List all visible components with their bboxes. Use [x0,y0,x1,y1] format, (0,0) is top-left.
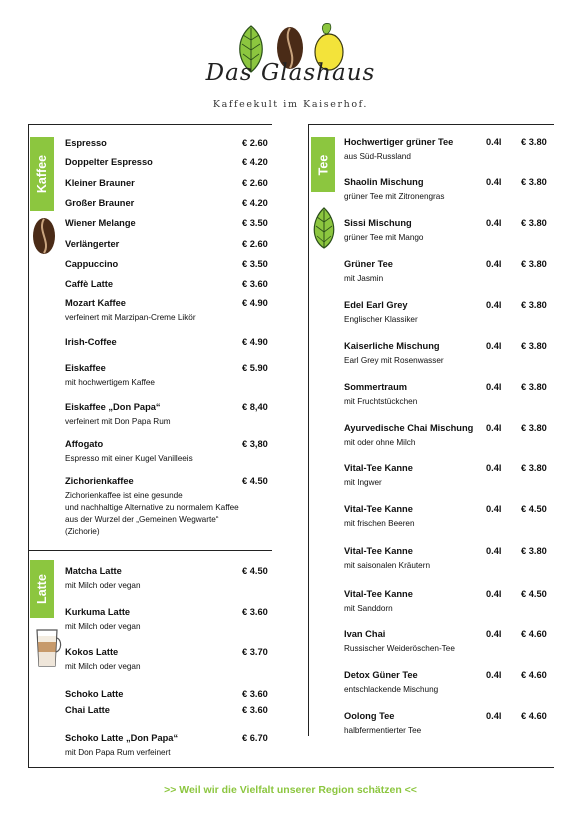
item-name: Matcha Latte [65,566,122,576]
item-price: € 3.80 [521,341,547,351]
item-volume: 0.4l [486,711,502,721]
item-price: € 3.60 [242,279,268,289]
item-volume: 0.4l [486,670,502,680]
item-price: € 3.80 [521,423,547,433]
item-name: Kokos Latte [65,647,119,657]
item-name: Grüner Tee [344,259,393,269]
footer-slogan: >> Weil wir die Vielfalt unserer Region schätzen << [164,784,417,796]
divider-top-right [308,124,554,125]
item-volume: 0.4l [486,423,502,433]
item-description: mit Don Papa Rum verfeinert [65,748,171,757]
item-description: mit Ingwer [344,478,382,487]
item-description: mit Milch oder vegan [65,622,141,631]
item-description: mit Sanddorn [344,604,393,613]
section-tab-tee [311,137,335,192]
item-name: Edel Earl Grey [344,300,408,310]
divider-left-latte [28,550,29,767]
item-name: Kurkuma Latte [65,607,131,617]
section-label-kaffee: Kaffee [35,154,49,194]
item-name: Schoko Latte „Don Papa“ [65,733,179,743]
item-volume: 0.4l [486,341,502,351]
item-price: € 2.60 [242,178,268,188]
item-name: Zichorienkaffee [65,476,134,486]
item-volume: 0.4l [486,463,502,473]
item-price: € 3.80 [521,259,547,269]
item-name: Sissi Mischung [344,218,412,228]
item-price: € 3.80 [521,300,547,310]
item-price: € 4.90 [242,298,268,308]
item-name: Mozart Kaffee [65,298,126,308]
item-name: Kleiner Brauner [65,178,135,188]
item-name: Großer Brauner [65,198,135,208]
item-price: € 8,40 [242,402,268,412]
item-description: mit oder ohne Milch [344,438,416,447]
item-name: Vital-Tee Kanne [344,589,413,599]
item-name: Eiskaffee [65,363,106,373]
item-volume: 0.4l [486,300,502,310]
item-name: Caffè Latte [65,279,114,289]
item-name: Wiener Melange [65,218,136,228]
item-price: € 4.50 [521,589,547,599]
item-name: Detox Güner Tee [344,670,418,680]
item-description: aus Süd-Russland [344,152,411,161]
item-volume: 0.4l [486,218,502,228]
item-price: € 3.80 [521,382,547,392]
item-price: € 4.60 [521,711,547,721]
item-volume: 0.4l [486,629,502,639]
item-volume: 0.4l [486,177,502,187]
item-price: € 3.80 [521,546,547,556]
item-volume: 0.4l [486,137,502,147]
section-tab-latte [30,560,54,618]
item-name: Hochwertiger grüner Tee [344,137,454,147]
divider-bottom [28,767,554,768]
item-name: Sommertraum [344,382,408,392]
item-description: entschlackende Mischung [344,685,439,694]
item-name: Doppelter Espresso [65,157,153,167]
section-label-latte: Latte [35,574,49,604]
item-price: € 3.60 [242,607,268,617]
item-description: Espresso mit einer Kugel Vanilleeis [65,454,193,463]
item-name: Ivan Chai [344,629,386,639]
item-name: Vital-Tee Kanne [344,504,413,514]
section-tab-kaffee [30,137,54,211]
item-description: Earl Grey mit Rosenwasser [344,356,444,365]
item-price: € 2.60 [242,138,268,148]
item-price: € 4.50 [242,476,268,486]
item-name: Irish-Coffee [65,337,117,347]
item-volume: 0.4l [486,382,502,392]
item-name: Vital-Tee Kanne [344,463,413,473]
item-price: € 3.50 [242,259,268,269]
item-name: Affogato [65,439,104,449]
item-price: € 3.60 [242,689,268,699]
item-volume: 0.4l [486,589,502,599]
item-description: mit Fruchtstückchen [344,397,418,406]
item-name: Verlängerter [65,239,120,249]
item-price: € 4.20 [242,157,268,167]
item-price: € 5.90 [242,363,268,373]
item-volume: 0.4l [486,546,502,556]
item-name: Ayurvedische Chai Mischung [344,423,474,433]
item-name: Schoko Latte [65,689,124,699]
item-price: € 3,80 [242,439,268,449]
item-price: € 3.80 [521,137,547,147]
item-description: mit Milch oder vegan [65,662,141,671]
item-name: Espresso [65,138,107,148]
item-price: € 4.60 [521,629,547,639]
item-description: mit saisonalen Kräutern [344,561,431,570]
item-price: € 4.50 [242,566,268,576]
item-description: grüner Tee mit Mango [344,233,424,242]
item-price: € 4.60 [521,670,547,680]
divider-kaffee-latte [28,550,272,551]
item-name: Oolong Tee [344,711,395,721]
leaf-icon [311,206,337,250]
divider-top-left [28,124,272,125]
item-description: mit Jasmin [344,274,384,283]
item-description: Russischer Weideröschen-Tee [344,644,455,653]
item-price: € 3.60 [242,705,268,715]
item-description: mit hochwertigem Kaffee [65,378,155,387]
item-name: Chai Latte [65,705,110,715]
item-volume: 0.4l [486,504,502,514]
brand-title: Das Glashaus [205,60,376,86]
item-description: grüner Tee mit Zitronengras [344,192,445,201]
item-description: verfeinert mit Marzipan-Creme Likör [65,313,196,322]
section-label-tee: Tee [316,154,330,175]
item-price: € 3.50 [242,218,268,228]
divider-left-tee [308,124,309,736]
item-description: Englischer Klassiker [344,315,418,324]
item-description: Zichorienkaffee ist eine gesunde und nachhaltige Alternative zu normalem Kaffee aus der Wurzel der „Gemeinen Wegwarte“ (Zichorie) [65,491,239,536]
brand-subtitle: Kaffeekult im Kaiserhof. [212,99,369,110]
item-description: halbfermentierter Tee [344,726,422,735]
item-price: € 3.70 [242,647,268,657]
item-name: Cappuccino [65,259,119,269]
item-description: verfeinert mit Don Papa Rum [65,417,171,426]
item-description: mit Milch oder vegan [65,581,141,590]
item-name: Vital-Tee Kanne [344,546,413,556]
item-price: € 2.60 [242,239,268,249]
item-price: € 4.90 [242,337,268,347]
item-name: Kaiserliche Mischung [344,341,440,351]
item-price: € 3.80 [521,177,547,187]
divider-left-kaffee [28,124,29,550]
item-name: Shaolin Mischung [344,177,424,187]
item-price: € 3.80 [521,463,547,473]
item-price: € 4.50 [521,504,547,514]
coffee-bean-icon [30,216,58,256]
item-price: € 4.20 [242,198,268,208]
latte-glass-icon [32,626,62,670]
item-price: € 6.70 [242,733,268,743]
item-volume: 0.4l [486,259,502,269]
item-description: mit frischen Beeren [344,519,415,528]
item-name: Eiskaffee „Don Papa“ [65,402,161,412]
item-price: € 3.80 [521,218,547,228]
